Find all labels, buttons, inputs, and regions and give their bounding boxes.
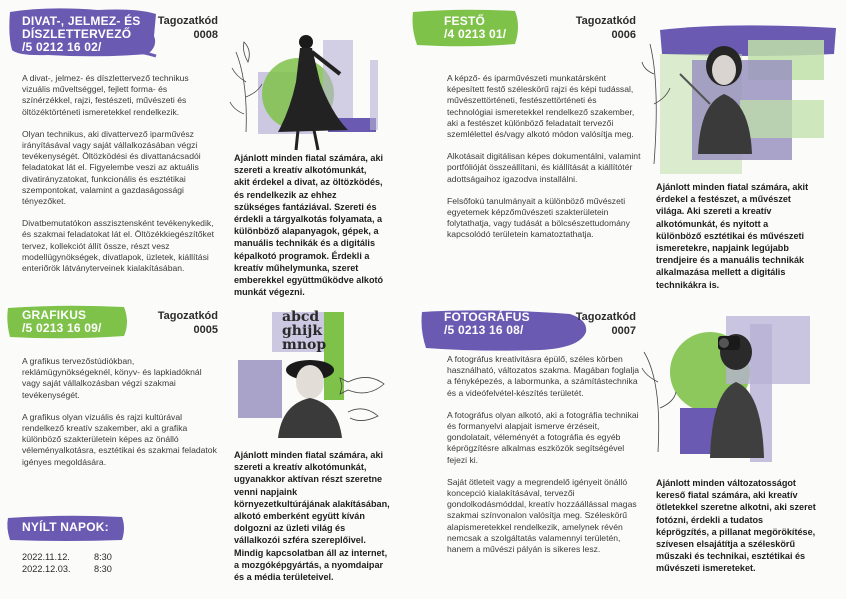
desc-divat: A divat-, jelmez- és díszlettervező technikus vizuális műveltséggel, fejlett forma- és színérzékkel, rajzi, festészeti, művészeti és öltözéktörténeti ismeretekkel rendelkezik. Olyan technikus, aki divattervező iparművész irányításával vagy saját vállalkozásában végzi tevékenységét. Öltözködési és divattanácsadói feladatokat lát el. Figyelembe veszi az aktuális divatirányzatokat, funkcionális és esztétikai szempontokat, valamint a gazdaságossági tényezőket. Divatbemutatókon asszisztensként tevékenykedik, és szakmai feladatokat lát el. Öltözékkiegészítőket tervez, kollekciót állít össze, részt vesz modellügynökségek, divatlapok, üzletek, kiállítási enteriőrök látványterveinek kialakításában.	[22, 73, 215, 274]
fashion-illustration	[228, 22, 393, 152]
tag-grafikus: Tagozatkód 0005	[157, 310, 218, 336]
desc-festo: A képző- és iparművészeti munkatársként képesített festő széleskörű rajzi és képi tudással, művészettörténeti, festészettörténeti és technológiai ismeretekkel rendelkező szakember, aki a festészet különböző feladatait tervezői szemlélettel és/vagy alkotó módon valósítja meg. Alkotásait digitálisan képes dokumentálni, valamint portfólióját összeállítani, és kiállítását a kiállítótér adottságaihoz igazodva installálni. Felsőfokú tanulmányait a különböző művészeti egyetemek képzőművészeti szakterületein folytathatja, vagy tudását a bölcsészettudomány kapcsolódó területein kamatoztathatja.	[447, 73, 641, 240]
title-grafikus: GRAFIKUS /5 0213 16 09/	[22, 308, 102, 335]
recommend-festo: Ajánlott minden fiatal számára, akit érdekel a festészet, a művészet világa. Aki szereti a kreatív alkotómunkát, és nyitott a különböző esztétikai és művészeti ismeretekre, napjaink legújabb trendjeire és a manuális technikák alkalmazása mellett a digitális technikákra is.	[656, 182, 809, 290]
desc-fotografus: A fotográfus kreativitásra épülő, széles körben használható, változatos szakma. Magában foglalja a fényképezés, a labormunka, a számítástechnika és a videófelvétel-készítés területét. A fotográfus olyan alkotó, aki a fotográfia technikai és formanyelvi alapjait ismerve érzéseit, gondolatait, véleményét a fotográfia és egyéb képrögzítésre alkalmas eszközök segítségével fejezi ki. Saját ötleteit vagy a megrendelő igényeit önálló koncepció kialakításával, tervezői gondolkodásmóddal, kreatív hozzáállással magas szakmai színvonalon valósítja meg. Széleskörű alapismeretekkel rendelkezik, amelynek révén nemcsak a szolgáltatás valamennyi területén, hanem a művészi pályán is sikeres lesz.	[447, 354, 640, 555]
open-days-list	[22, 551, 112, 575]
tag-fotografus: Tagozatkód 0007	[575, 311, 636, 337]
title-divat: DIVAT-, JELMEZ- ÉS DÍSZLETTERVEZŐ /5 0212 16 02/	[22, 14, 141, 54]
open-day-row: 2022.11.12. 8:30	[22, 552, 112, 562]
title-fotografus: FOTOGRÁFUS /5 0213 16 08/	[444, 310, 530, 337]
recommend-grafikus: Ajánlott minden fiatal számára, aki szereti a kreatív alkotómunkát, ugyanakkor aktívan részt szeretne venni napjaink környezetkultúrájának alakításában, alkotó emberként együtt kíván dolgozni az üzleti világ és vállalkozói szféra szereplőivel. Mindig kapcsolatban áll az internet, a mozgóképgyártás, a nyomdaipar és a média területeivel.	[234, 450, 390, 583]
painter-illustration	[640, 14, 840, 174]
photographer-illustration	[640, 312, 830, 462]
open-day-row: 2022.12.03. 8:30	[22, 564, 112, 574]
title-festo: FESTŐ /4 0213 01/	[444, 14, 507, 41]
tag-divat: Tagozatkód 0008	[157, 15, 218, 41]
recommend-fotografus: Ajánlott minden változatosságot kereső fiatal számára, aki kreatív ötletekkel szeretne alkotni, aki szeret fotózni, érdekli a tudatos képrögzítés, a pillanat megörökítése, szívesen elsajátítja a széleskörű műszaki és technikai, esztétikai és művészeti ismereteket.	[656, 478, 816, 574]
art-letters: abcd ghijk mnop	[282, 309, 327, 353]
desc-grafikus: A grafikus tervezőstúdiókban, reklámügynökségeknél, könyv- és lapkiadóknál vagy saját vállalkozásban végzi szakmai tevékenységét. A grafikus olyan vizuális és rajzi kultúrával rendelkező kreatív szakember, aki a grafika különböző szakterületein képes az önálló véleményalkotásra, esztétikai és szakmai feladatok igényes megoldására.	[22, 356, 217, 467]
open-days-title: NYÍLT NAPOK:	[22, 520, 109, 534]
recommend-divat: Ajánlott minden fiatal számára, aki szereti a kreatív alkotómunkát, akit érdekel a divat, az öltözködés, és rendelkezik az ehhez szükséges fantáziával. Szereti és érdekli a tárgyalkotás folyamata, a különböző alapanyagok, gépek, a manuális technikák és a digitális képalkotó programok. Érdekli a kreatív műhelymunka, szeret emberekkel együttműködve alkotó munkát végezni.	[234, 153, 384, 298]
tag-festo: Tagozatkód 0006	[575, 15, 636, 41]
